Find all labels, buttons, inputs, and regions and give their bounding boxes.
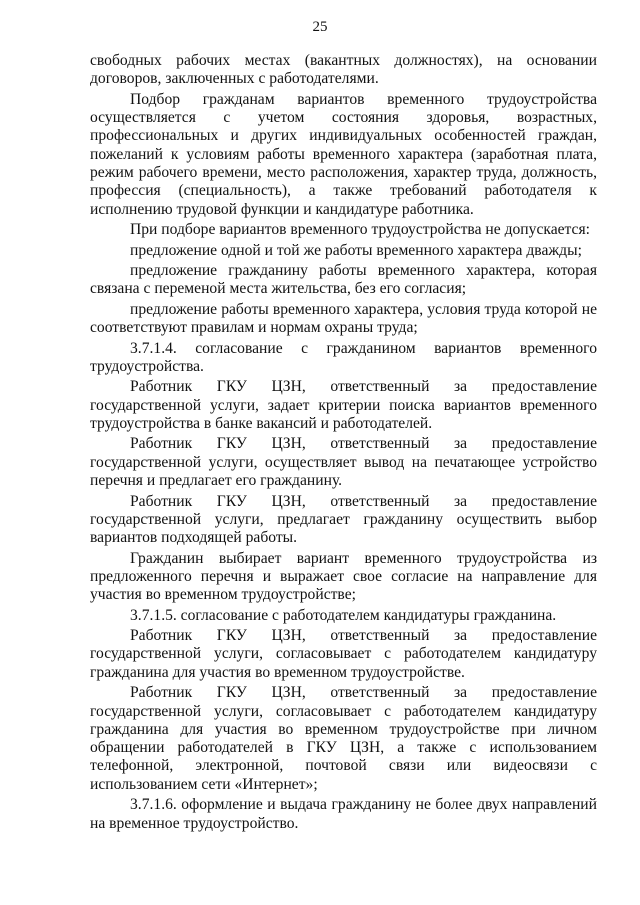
paragraph: Работник ГКУ ЦЗН, ответственный за предоставление государственной услуги, согласовывает с работодателем кандидатуру гражданина для участия во временном трудоустройстве при личном обращении работодателей в ГКУ ЦЗН, а также с использованием телефонной, электронной, почтовой связи или видеосвязи с использованием сети «Интернет»; (90, 684, 597, 793)
paragraph: предложение одной и той же работы временного характера дважды; (130, 241, 582, 259)
paragraph: Работник ГКУ ЦЗН, ответственный за предоставление государственной услуги, осуществляет вывод на печатающее устройство перечня и предлагает его гражданину. (90, 435, 597, 490)
paragraph: Работник ГКУ ЦЗН, ответственный за предоставление государственной услуги, предлагает гражданину осуществить выбор вариантов подходящей работы. (90, 492, 597, 547)
document-body (90, 52, 597, 835)
paragraph: предложение работы временного характера, условия труда которой не соответствуют правилам и нормам охраны труда; (90, 300, 597, 337)
paragraph: предложение гражданину работы временного характера, которая связана с переменой места жительства, без его согласия; (90, 262, 597, 298)
paragraph: Подбор гражданам вариантов временного трудоустройства осуществляется с учетом состояния здоровья, возрастных, профессиональных и других индивидуальных особенностей граждан, пожеланий к условиям работы временного характера (заработная плата, режим рабочего времени, место расположения, характер труда, должность, профессия (специальность), а также требований работодателя к исполнению трудовой функции и кандидатуре работника. (90, 90, 597, 218)
paragraph: Работник ГКУ ЦЗН, ответственный за предоставление государственной услуги, задает критерии поиска вариантов временного трудоустройства в банке вакансий и работодателей. (90, 378, 597, 432)
paragraph: Работник ГКУ ЦЗН, ответственный за предоставление государственной услуги, согласовывает с работодателем кандидатуру гражданина для участия во временном трудоустройстве. (90, 627, 597, 681)
section-item-3-7-1-5: 3.7.1.5. согласование с работодателем кандидатуры гражданина. (130, 606, 557, 624)
section-item-3-7-1-4: 3.7.1.4. согласование с гражданином вариантов временного трудоустройства. (90, 339, 597, 375)
section-item-3-7-1-6: 3.7.1.6. оформление и выдача гражданину не более двух направлений на временное трудоустройство. (90, 796, 597, 832)
paragraph: свободных рабочих местах (вакантных должностях), на основании договоров, заключенных с работодателями. (90, 52, 597, 88)
page-number: 25 (312, 19, 328, 35)
paragraph: Гражданин выбирает вариант временного трудоустройства из предложенного перечня и выражает свое согласие на направление для участия во временном трудоустройстве; (90, 549, 597, 604)
paragraph: При подборе вариантов временного трудоустройства не допускается: (130, 221, 590, 239)
